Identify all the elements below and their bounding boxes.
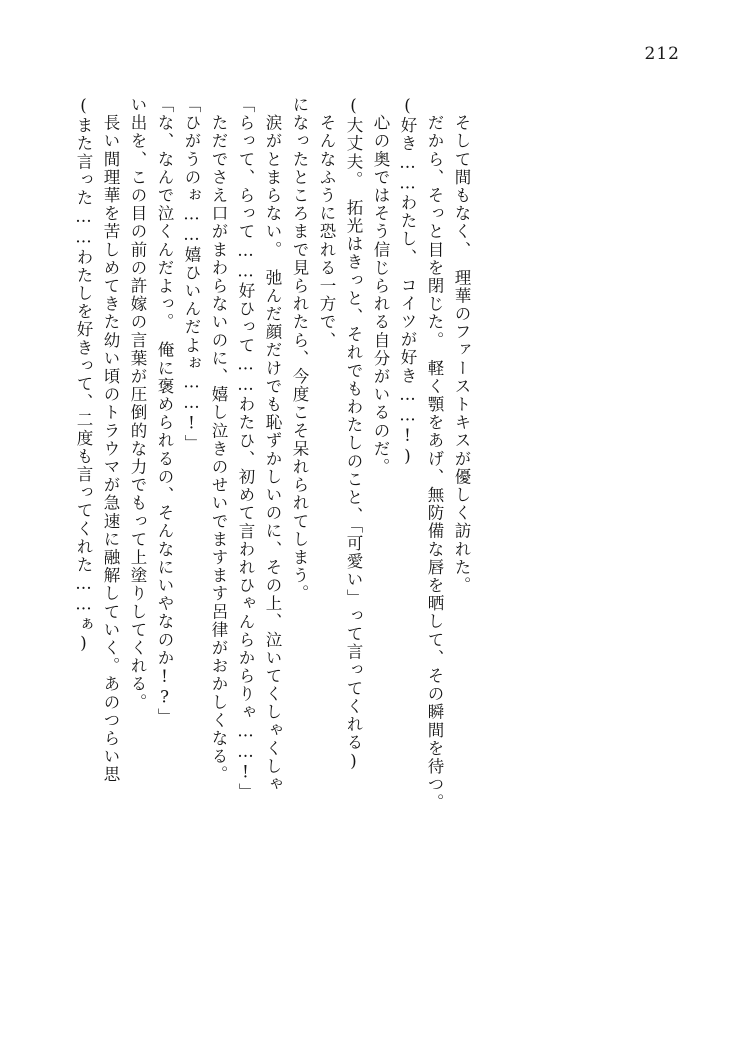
text-column: だから、そっと目を閉じた。 軽く顎をあげ、無防備な唇を晒して、その瞬間を待つ。: [425, 96, 444, 812]
text-column: (好き……わたし、 コイツが好き……!): [398, 96, 417, 468]
text-column: 長い間理華を苦しめてきた幼い頃のトラウマが急速に融解していく。あのつらい思: [101, 96, 120, 784]
text-column: になったところまで見られたら、今度こそ呆れられてしまう。: [290, 96, 309, 603]
text-column: 「な、なんで泣くんだよっ。 俺に褒められるの、そんなにいやなのか!?」: [155, 96, 174, 727]
text-column: ただでさえ口がまわらないのに、嬉し泣きのせいでますます呂律がおかしくなる。: [209, 96, 228, 784]
text-column: (大丈夫。 拓光はきっと、それでもわたしのこと、「可愛い」って言ってくれる): [344, 96, 363, 773]
text-column: (また言った……わたしを好きって、二度も言ってくれた……ぁ): [74, 96, 93, 654]
text-column: 「ひがうのぉ……嬉ひいんだよぉ……!」: [182, 96, 201, 453]
text-column: そして間もなく、 理華のファーストキスが優しく訪れた。: [452, 96, 471, 595]
text-column: そんなふうに恐れる一方で、: [317, 96, 336, 350]
page-number: 212: [644, 44, 680, 64]
text-column: 涙がとまらない。 弛んだ顔だけでも恥ずかしいのに、その上、泣いてくしゃくしゃ: [263, 96, 282, 794]
page-text-body: [64, 96, 684, 976]
text-column: 心の奥ではそう信じられる自分がいるのだ。: [371, 96, 390, 477]
text-column: 「らって、らって……好ひって……わたひ、初めて言われひゃんらからりゃ……!」: [236, 96, 255, 802]
text-column: い出を、この目の前の許嫁の言葉が圧倒的な力でもって上塗りしてくれる。: [128, 96, 147, 712]
